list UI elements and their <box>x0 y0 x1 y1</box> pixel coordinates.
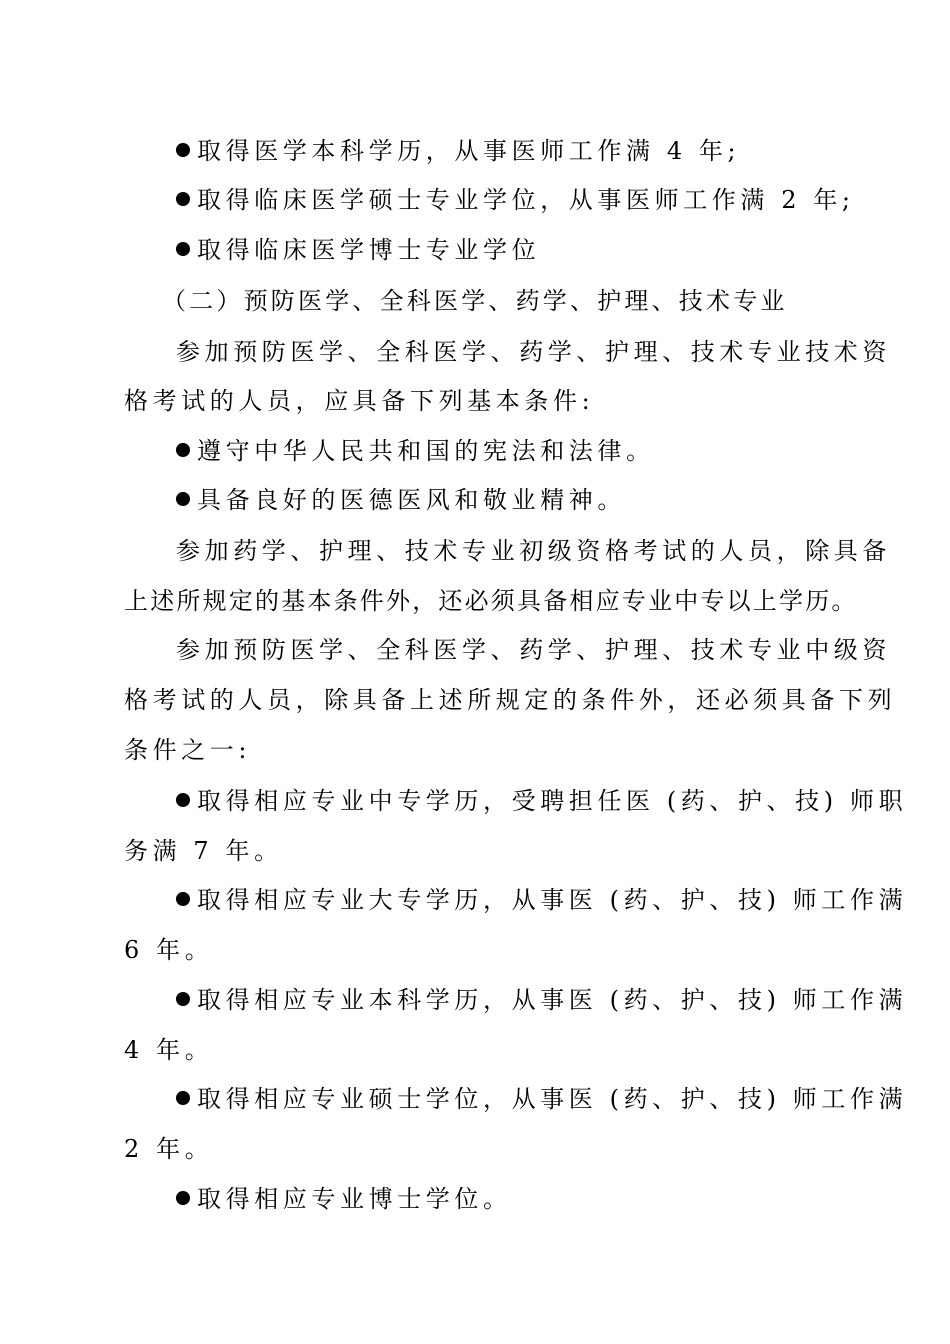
paragraph-line <box>0 1034 950 1066</box>
line-text: 取得相应专业本科学历，从事医 (药、护、技) 师工作满 <box>197 986 908 1014</box>
paragraph-line <box>0 336 950 368</box>
line-text: 条件之一: <box>124 736 252 764</box>
bullet-dot-icon <box>176 1091 190 1105</box>
paragraph-line <box>0 535 950 567</box>
section-heading <box>0 285 950 317</box>
bullet-item <box>0 785 950 817</box>
paragraph-line <box>0 835 950 867</box>
bullet-item <box>0 184 950 216</box>
line-text: 取得医学本科学历，从事医师工作满 4 年; <box>197 137 741 165</box>
paragraph-line <box>0 934 950 966</box>
line-text: 务满 7 年。 <box>124 837 283 865</box>
line-text: 遵守中华人民共和国的宪法和法律。 <box>197 437 655 465</box>
bullet-item <box>0 884 950 916</box>
bullet-dot-icon <box>176 992 190 1006</box>
bullet-item <box>0 135 950 167</box>
bullet-dot-icon <box>176 443 190 457</box>
line-text: 参加预防医学、全科医学、药学、护理、技术专业中级资 <box>176 636 891 664</box>
bullet-dot-icon <box>176 192 190 206</box>
line-text: 上述所规定的基本条件外，还必须具备相应专业中专以上学历。 <box>124 587 858 615</box>
bullet-dot-icon <box>176 793 190 807</box>
bullet-item <box>0 1083 950 1115</box>
bullet-item <box>0 435 950 467</box>
line-text: 参加预防医学、全科医学、药学、护理、技术专业技术资 <box>176 338 891 366</box>
line-text: 4 年。 <box>124 1036 214 1064</box>
line-text: 6 年。 <box>124 936 214 964</box>
line-text: 2 年。 <box>124 1135 214 1163</box>
line-text: 取得相应专业大专学历，从事医 (药、护、技) 师工作满 <box>197 886 908 914</box>
bullet-dot-icon <box>176 1191 190 1205</box>
line-text: 取得相应专业硕士学位，从事医 (药、护、技) 师工作满 <box>197 1085 908 1113</box>
paragraph-line <box>0 734 950 766</box>
line-text: 取得相应专业博士学位。 <box>197 1185 512 1213</box>
bullet-item <box>0 484 950 516</box>
bullet-item <box>0 1183 950 1215</box>
line-text: 格考试的人员，除具备上述所规定的条件外，还必须具备下列 <box>124 686 897 714</box>
line-text: 格考试的人员，应具备下列基本条件: <box>124 387 595 415</box>
line-text: （二）预防医学、全科医学、药学、护理、技术专业 <box>162 287 788 315</box>
bullet-dot-icon <box>176 892 190 906</box>
line-text: 参加药学、护理、技术专业初级资格考试的人员，除具备 <box>176 537 891 565</box>
paragraph-line <box>0 585 950 617</box>
line-text: 取得相应专业中专学历，受聘担任医 (药、护、技) 师职 <box>197 787 908 815</box>
bullet-dot-icon <box>176 492 190 506</box>
bullet-item <box>0 234 950 266</box>
bullet-dot-icon <box>176 242 190 256</box>
line-text: 取得临床医学硕士专业学位，从事医师工作满 2 年; <box>197 186 855 214</box>
line-text: 具备良好的医德医风和敬业精神。 <box>197 486 626 514</box>
line-text: 取得临床医学博士专业学位 <box>197 236 541 264</box>
paragraph-line <box>0 634 950 666</box>
paragraph-line <box>0 684 950 716</box>
bullet-dot-icon <box>176 143 190 157</box>
bullet-item <box>0 984 950 1016</box>
paragraph-line <box>0 385 950 417</box>
paragraph-line <box>0 1133 950 1165</box>
